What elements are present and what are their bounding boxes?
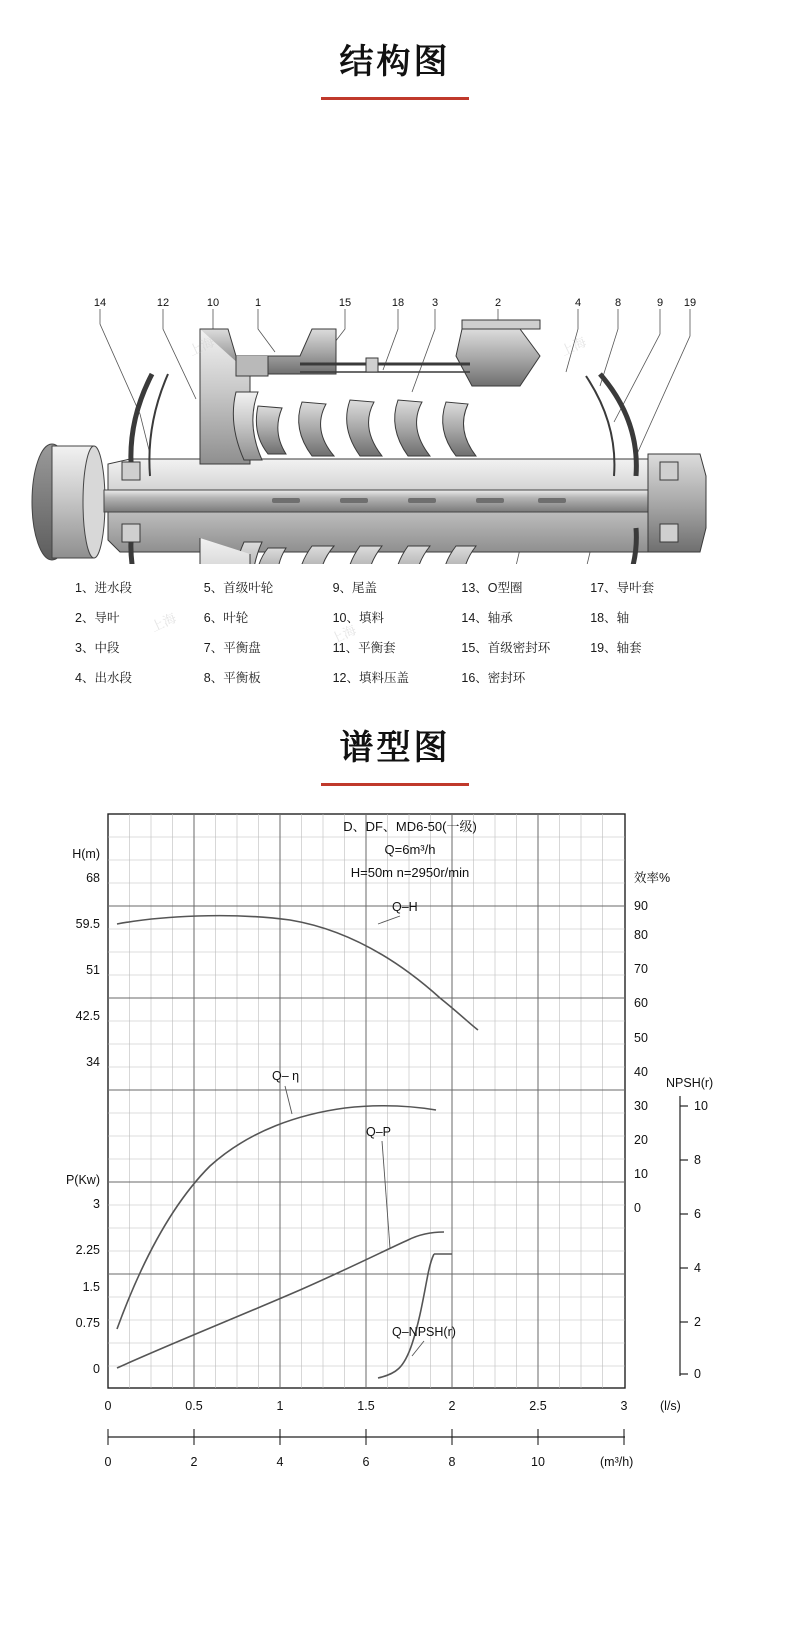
axis-label-power: P(Kw) [65,1173,100,1187]
legend-item: 18、轴 [590,611,630,625]
curve-label-qnpsh: Q–NPSH(r) [392,1325,456,1339]
callout-4: 4 [574,297,582,309]
callout-1: 1 [254,297,262,309]
svg-text:10: 10 [531,1455,545,1469]
callout-19: 19 [683,297,697,309]
watermark-text: 上海 [558,334,589,359]
callout-15: 15 [338,297,352,309]
performance-section-title: 谱型图 [339,729,451,767]
svg-text:40: 40 [634,1065,648,1079]
axis-label-head: H(m) [72,847,100,861]
svg-text:68: 68 [86,871,100,885]
svg-text:2: 2 [190,1455,198,1469]
svg-text:10: 10 [634,1167,648,1181]
parts-legend [75,578,715,686]
left-axis-ticks [66,847,100,1376]
curve-label-qp: Q–P [366,1125,392,1139]
svg-text:60: 60 [634,996,648,1010]
svg-text:0.75: 0.75 [75,1316,100,1330]
legend-item: 2、导叶 [75,611,120,625]
npsh-ticks [680,1106,688,1374]
watermark-text: 上海 [328,622,359,647]
svg-text:4: 4 [276,1455,284,1469]
axis-label-efficiency: 效率% [634,871,671,885]
svg-text:4: 4 [694,1261,701,1275]
legend-item: 14、轴承 [461,611,513,625]
legend-item: 19、轴套 [590,641,642,655]
svg-text:0: 0 [104,1455,112,1469]
legend-item: 17、导叶套 [590,581,655,595]
svg-text:42.5: 42.5 [75,1009,100,1023]
svg-text:6: 6 [362,1455,370,1469]
x-unit-m3h: (m³/h) [600,1455,634,1469]
svg-text:1.5: 1.5 [357,1399,375,1413]
legend-item [590,668,715,686]
legend-item: 11、平衡套 [332,641,396,655]
svg-text:20: 20 [634,1133,648,1147]
right-axis-efficiency [634,870,670,1215]
legend-item: 7、平衡盘 [203,641,261,655]
svg-text:6: 6 [694,1207,701,1221]
legend-item: 16、密封环 [461,671,526,685]
performance-chart-svg [0,796,790,1496]
svg-text:0: 0 [694,1367,701,1381]
callout-18: 18 [391,297,405,309]
annotation-model: D、DF、MD6-50(一级) [343,819,477,834]
curve-label-qh: Q–H [392,900,418,914]
legend-item: 5、首级叶轮 [203,581,274,595]
svg-text:1.5: 1.5 [82,1280,100,1294]
legend-item: 1、进水段 [75,581,132,595]
title-underline-performance [321,783,469,786]
svg-text:2: 2 [694,1315,701,1329]
title-underline-structure [321,97,469,100]
svg-text:8: 8 [694,1153,701,1167]
curve-label-qeta: Q– η [272,1069,300,1083]
annotation-flow: Q=6m³/h [384,842,436,857]
pump-cutaway-illustration [0,124,790,564]
svg-text:50: 50 [634,1031,648,1045]
svg-text:80: 80 [634,928,648,942]
callout-2: 2 [494,297,502,309]
callout-8: 8 [614,297,622,309]
legend-item: 12、填料压盖 [332,671,409,685]
svg-text:30: 30 [634,1099,648,1113]
legend-item: 6、叶轮 [203,611,249,625]
svg-text:34: 34 [86,1055,100,1069]
svg-text:2: 2 [448,1399,456,1413]
structure-section-title: 结构图 [339,43,451,81]
annotation-head: H=50m n=2950r/min [350,865,470,880]
callout-3: 3 [431,297,439,309]
svg-text:2.25: 2.25 [75,1243,100,1257]
watermark-text: 上海 [148,610,179,635]
svg-text:0: 0 [93,1362,100,1376]
watermark-text: 上海 [186,334,217,359]
legend-item: 4、出水段 [75,671,132,685]
legend-item: 8、平衡板 [203,671,261,685]
axis-label-npsh: NPSH(r) [666,1076,714,1090]
callout-10: 10 [206,297,220,309]
svg-text:0: 0 [104,1399,112,1413]
svg-text:59.5: 59.5 [75,917,100,931]
svg-text:51: 51 [86,963,100,977]
legend-item: 15、首级密封环 [461,641,551,655]
callout-14: 14 [93,297,107,309]
performance-chart [0,796,790,1496]
svg-text:10: 10 [694,1099,708,1113]
legend-item: 9、尾盖 [332,581,378,595]
x-axis-m3h-labels [105,1455,634,1469]
legend-item: 10、填料 [332,611,384,625]
svg-text:1: 1 [276,1399,284,1413]
svg-text:3: 3 [93,1197,100,1211]
legend-item: 13、O型圈 [461,581,523,595]
svg-text:2.5: 2.5 [529,1399,547,1413]
svg-text:0.5: 0.5 [185,1399,203,1413]
x-unit-ls: (l/s) [660,1399,681,1413]
svg-text:3: 3 [620,1399,628,1413]
svg-text:8: 8 [448,1455,456,1469]
legend-item: 3、中段 [75,641,120,655]
right-axis-npsh [666,1076,713,1381]
svg-text:70: 70 [634,962,648,976]
svg-text:90: 90 [634,899,648,913]
x-axis-ls [105,1399,681,1413]
callout-9: 9 [656,297,664,309]
svg-text:0: 0 [634,1201,641,1215]
callout-12: 12 [156,297,170,309]
